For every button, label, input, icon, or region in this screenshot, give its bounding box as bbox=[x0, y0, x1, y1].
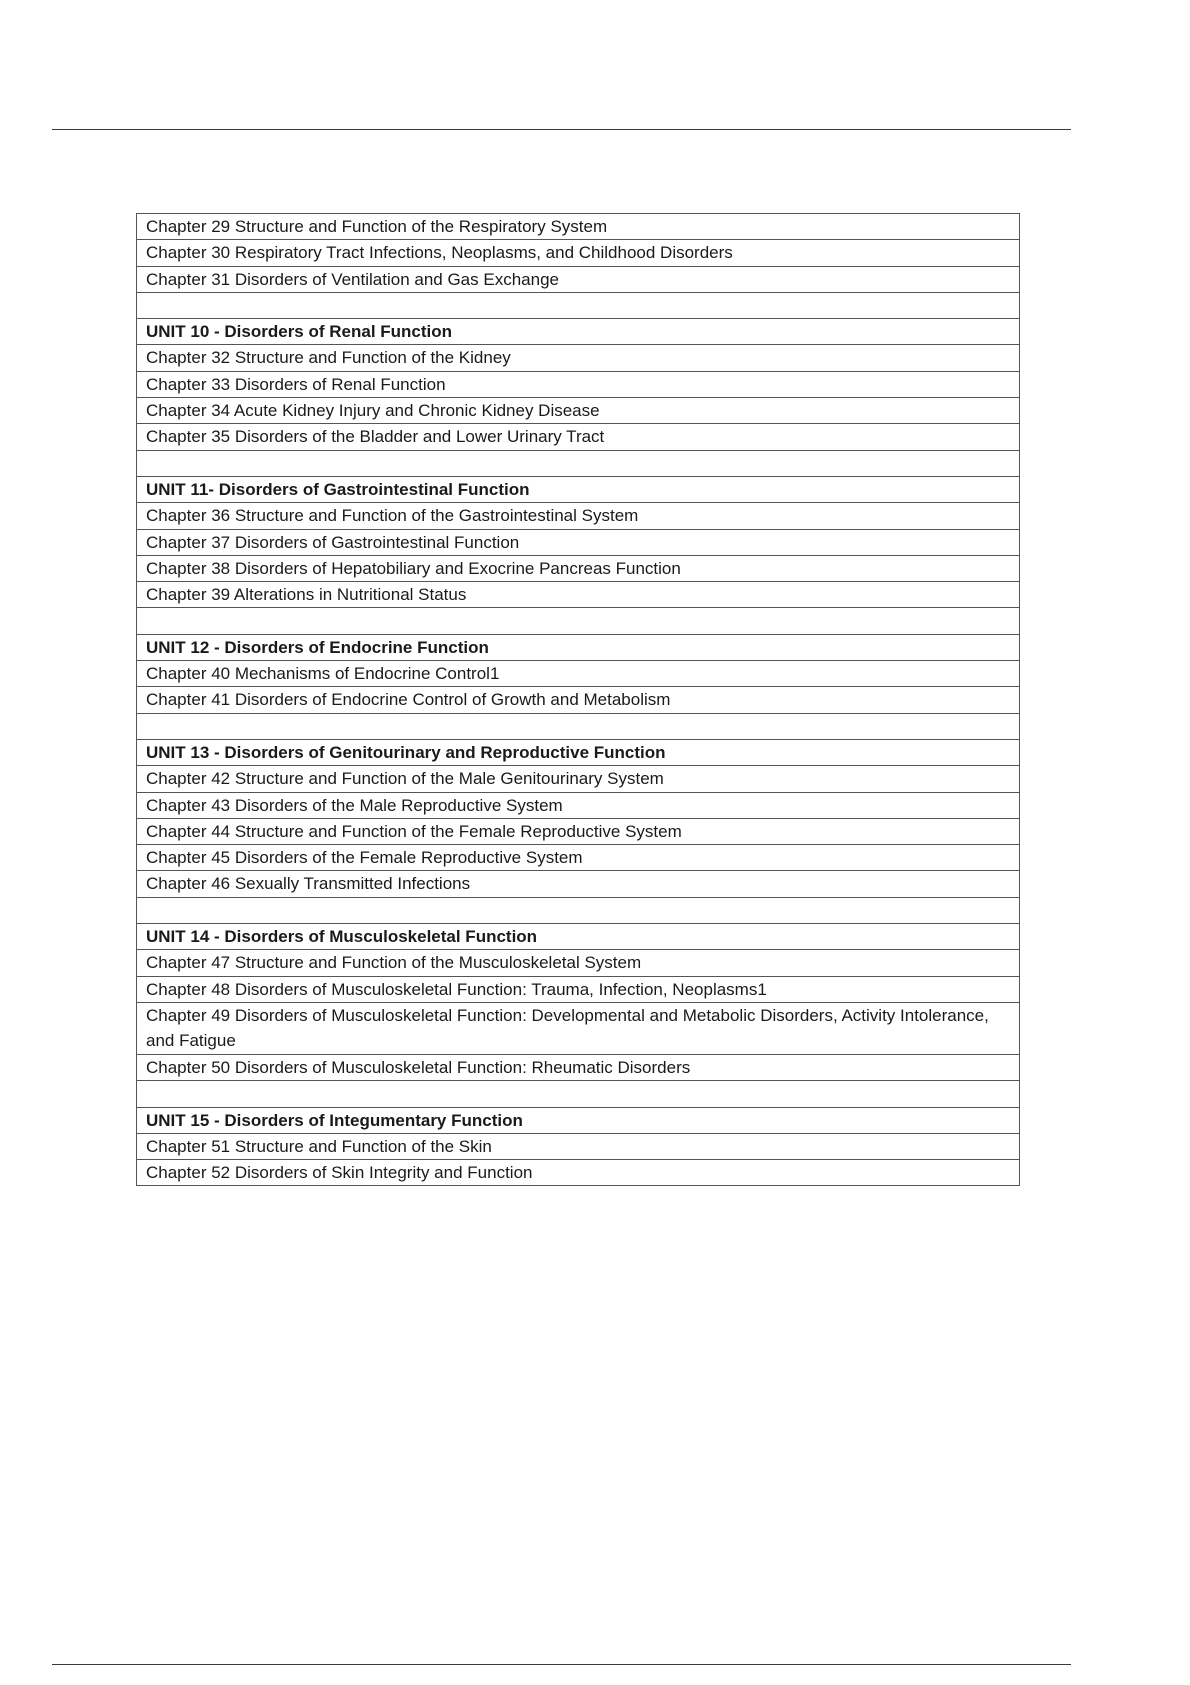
chapter-row bbox=[137, 371, 1020, 397]
chapter-row bbox=[137, 529, 1020, 555]
empty-cell bbox=[137, 713, 1020, 739]
chapter-title: Chapter 46 Sexually Transmitted Infections bbox=[137, 871, 1020, 897]
chapter-row bbox=[137, 214, 1020, 240]
unit-heading-row bbox=[137, 739, 1020, 765]
chapter-title: Chapter 44 Structure and Function of the Female Reproductive System bbox=[137, 818, 1020, 844]
chapter-title: Chapter 39 Alterations in Nutritional Status bbox=[137, 582, 1020, 608]
unit-heading: UNIT 12 - Disorders of Endocrine Function bbox=[137, 634, 1020, 660]
unit-heading: UNIT 13 - Disorders of Genitourinary and Reproductive Function bbox=[137, 739, 1020, 765]
chapter-title: Chapter 32 Structure and Function of the Kidney bbox=[137, 345, 1020, 371]
chapter-title: Chapter 45 Disorders of the Female Reproductive System bbox=[137, 845, 1020, 871]
chapter-title: Chapter 41 Disorders of Endocrine Control of Growth and Metabolism bbox=[137, 687, 1020, 713]
chapter-row bbox=[137, 976, 1020, 1002]
header-rule bbox=[52, 129, 1071, 130]
empty-cell bbox=[137, 450, 1020, 476]
chapter-title: Chapter 31 Disorders of Ventilation and Gas Exchange bbox=[137, 266, 1020, 292]
unit-heading-row bbox=[137, 1107, 1020, 1133]
chapter-title: Chapter 42 Structure and Function of the Male Genitourinary System bbox=[137, 766, 1020, 792]
chapter-row bbox=[137, 266, 1020, 292]
chapter-title: Chapter 49 Disorders of Musculoskeletal Function: Developmental and Metabolic Disorders, Activity Intolerance, and Fatigue bbox=[137, 1002, 1020, 1054]
unit-heading-row bbox=[137, 924, 1020, 950]
unit-heading: UNIT 15 - Disorders of Integumentary Function bbox=[137, 1107, 1020, 1133]
chapter-row bbox=[137, 661, 1020, 687]
spacer-row bbox=[137, 1081, 1020, 1107]
chapter-title: Chapter 37 Disorders of Gastrointestinal Function bbox=[137, 529, 1020, 555]
chapter-row bbox=[137, 766, 1020, 792]
chapter-title: Chapter 47 Structure and Function of the Musculoskeletal System bbox=[137, 950, 1020, 976]
unit-heading-row bbox=[137, 634, 1020, 660]
unit-heading: UNIT 14 - Disorders of Musculoskeletal Function bbox=[137, 924, 1020, 950]
empty-cell bbox=[137, 608, 1020, 634]
chapter-row bbox=[137, 1054, 1020, 1080]
chapter-title: Chapter 30 Respiratory Tract Infections, Neoplasms, and Childhood Disorders bbox=[137, 240, 1020, 266]
chapter-title: Chapter 38 Disorders of Hepatobiliary and Exocrine Pancreas Function bbox=[137, 555, 1020, 581]
unit-heading: UNIT 11- Disorders of Gastrointestinal Function bbox=[137, 476, 1020, 502]
chapter-title: Chapter 35 Disorders of the Bladder and Lower Urinary Tract bbox=[137, 424, 1020, 450]
chapter-row bbox=[137, 424, 1020, 450]
chapter-title: Chapter 29 Structure and Function of the Respiratory System bbox=[137, 214, 1020, 240]
chapter-title: Chapter 40 Mechanisms of Endocrine Control1 bbox=[137, 661, 1020, 687]
empty-cell bbox=[137, 1081, 1020, 1107]
chapter-row bbox=[137, 555, 1020, 581]
chapter-title: Chapter 50 Disorders of Musculoskeletal Function: Rheumatic Disorders bbox=[137, 1054, 1020, 1080]
spacer-row bbox=[137, 292, 1020, 318]
unit-heading-row bbox=[137, 319, 1020, 345]
chapter-row bbox=[137, 582, 1020, 608]
unit-heading-row bbox=[137, 476, 1020, 502]
chapter-row bbox=[137, 792, 1020, 818]
spacer-row bbox=[137, 608, 1020, 634]
spacer-row bbox=[137, 897, 1020, 923]
chapter-title: Chapter 33 Disorders of Renal Function bbox=[137, 371, 1020, 397]
chapter-row bbox=[137, 1002, 1020, 1054]
chapter-row bbox=[137, 950, 1020, 976]
chapter-row bbox=[137, 871, 1020, 897]
chapter-row bbox=[137, 503, 1020, 529]
chapter-title: Chapter 43 Disorders of the Male Reproductive System bbox=[137, 792, 1020, 818]
empty-cell bbox=[137, 897, 1020, 923]
chapter-title: Chapter 51 Structure and Function of the Skin bbox=[137, 1133, 1020, 1159]
chapter-row bbox=[137, 398, 1020, 424]
chapter-row bbox=[137, 1160, 1020, 1186]
chapter-title: Chapter 48 Disorders of Musculoskeletal Function: Trauma, Infection, Neoplasms1 bbox=[137, 976, 1020, 1002]
chapter-row bbox=[137, 818, 1020, 844]
chapter-row bbox=[137, 345, 1020, 371]
chapter-row bbox=[137, 240, 1020, 266]
spacer-row bbox=[137, 450, 1020, 476]
chapter-title: Chapter 34 Acute Kidney Injury and Chronic Kidney Disease bbox=[137, 398, 1020, 424]
table-of-contents bbox=[136, 213, 1020, 1186]
unit-heading: UNIT 10 - Disorders of Renal Function bbox=[137, 319, 1020, 345]
chapter-row bbox=[137, 1133, 1020, 1159]
spacer-row bbox=[137, 713, 1020, 739]
chapter-title: Chapter 52 Disorders of Skin Integrity and Function bbox=[137, 1160, 1020, 1186]
chapter-row bbox=[137, 687, 1020, 713]
chapter-title: Chapter 36 Structure and Function of the Gastrointestinal System bbox=[137, 503, 1020, 529]
empty-cell bbox=[137, 292, 1020, 318]
chapter-row bbox=[137, 845, 1020, 871]
footer-rule bbox=[52, 1664, 1071, 1665]
